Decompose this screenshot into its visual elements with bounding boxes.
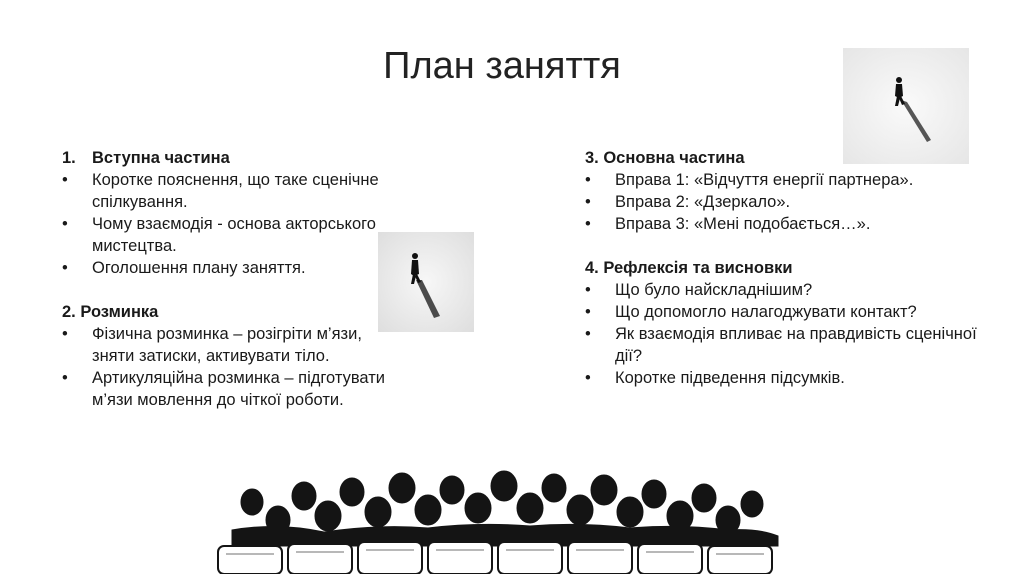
- section-intro-number: 1.: [62, 149, 76, 167]
- bullet-icon: •: [585, 215, 591, 233]
- list-item: • Що було найскладнішим?: [585, 281, 813, 299]
- section-main-heading: 3. Основна частина: [585, 149, 745, 167]
- list-item: • Як взаємодія впливає на правдивість сценічної дії?: [585, 325, 977, 365]
- bullet-icon: •: [585, 369, 591, 387]
- section-warmup-heading: 2. Розминка: [62, 303, 159, 321]
- section-intro-list: [62, 169, 392, 279]
- left-column: [62, 147, 392, 411]
- list-item: • Артикуляційна розминка – підготувати м’язи мовлення до чіткої роботи.: [62, 369, 386, 409]
- section-reflection-heading: 4. Рефлексія та висновки: [585, 259, 793, 277]
- bullet-icon: •: [62, 325, 68, 343]
- bullet-icon: •: [62, 369, 68, 387]
- section-main-list: [585, 169, 985, 235]
- slide-title: План заняття: [383, 45, 621, 87]
- bullet-icon: •: [62, 171, 68, 189]
- list-item: • Вправа 2: «Дзеркало».: [585, 193, 791, 211]
- section-warmup-list: [62, 323, 392, 411]
- list-item: • Вправа 1: «Відчуття енергії партнера».: [585, 171, 914, 189]
- list-item: • Чому взаємодія - основа акторського мистецтва.: [62, 215, 376, 255]
- section-intro-title: Вступна частина: [92, 149, 230, 167]
- bullet-icon: •: [585, 303, 591, 321]
- walking-figure-shadow-icon: [843, 48, 969, 164]
- audience-silhouettes-icon: [212, 470, 796, 574]
- list-item: • Оголошення плану заняття.: [62, 259, 306, 277]
- list-item: • Що допомогло налагоджувати контакт?: [585, 303, 917, 321]
- list-item: • Фізична розминка – розігріти м’язи, зняти затиски, активувати тіло.: [62, 325, 362, 365]
- bullet-icon: •: [62, 215, 68, 233]
- list-item: • Вправа 3: «Мені подобається…».: [585, 215, 871, 233]
- bullet-icon: •: [585, 171, 591, 189]
- list-item: • Коротке підведення підсумків.: [585, 369, 845, 387]
- section-intro-heading: [62, 147, 392, 169]
- bullet-icon: •: [585, 281, 591, 299]
- bullet-icon: •: [585, 193, 591, 211]
- list-item: • Коротке пояснення, що таке сценічне спілкування.: [62, 171, 379, 211]
- bullet-icon: •: [62, 259, 68, 277]
- section-reflection-list: [585, 279, 985, 389]
- walking-figure-shadow-icon: [378, 232, 474, 332]
- bullet-icon: •: [585, 325, 591, 343]
- right-column: [585, 147, 985, 389]
